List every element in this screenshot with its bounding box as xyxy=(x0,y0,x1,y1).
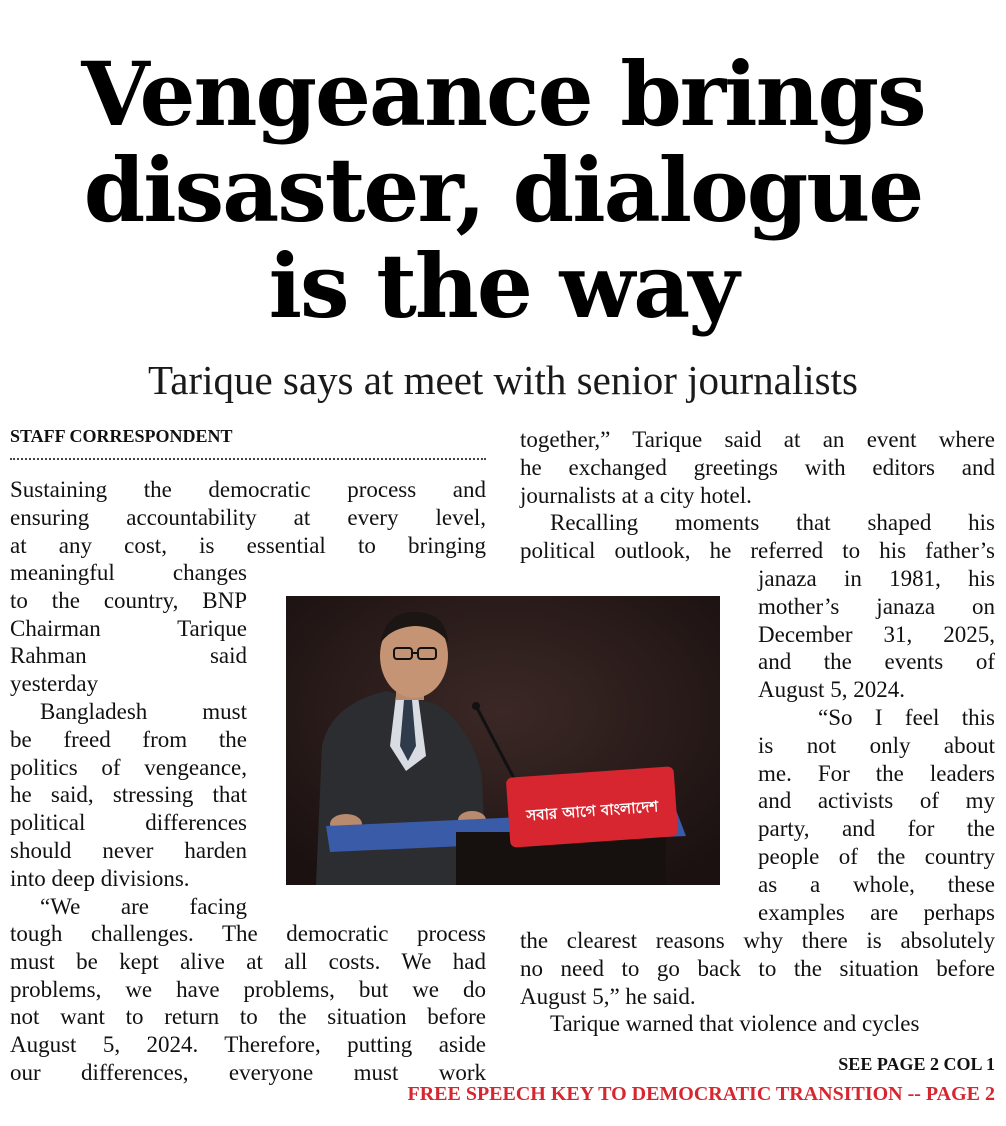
banner-text: সবার আগে বাংলাদেশ xyxy=(525,797,659,825)
subheadline: Tarique says at meet with senior journalists xyxy=(148,357,858,403)
text-line: our differences, everyone must work xyxy=(10,1059,486,1085)
text-line: August 5,” he said. xyxy=(520,983,696,1009)
headline xyxy=(0,42,1006,338)
right-column-top xyxy=(520,426,995,565)
banner-logo xyxy=(506,766,678,848)
left-column-bottom xyxy=(10,920,486,1087)
text-line: ensuring accountability at every level, xyxy=(10,504,486,530)
text-line: tough challenges. The democratic process xyxy=(10,921,486,946)
right-column-wrap xyxy=(758,565,995,926)
headline-line-3: is the way xyxy=(268,234,738,338)
text-line: he said, stressing that xyxy=(10,782,247,808)
text-line: December 31, 2025, xyxy=(758,621,995,647)
text-line: Rahman said xyxy=(10,643,247,669)
text-line: “We are facing xyxy=(40,893,247,919)
text-line: political differences xyxy=(10,810,247,836)
text-line: no need to go back to the situation before xyxy=(520,955,995,981)
text-line: problems, we have problems, but we do xyxy=(10,976,486,1002)
text-line: Bangladesh must xyxy=(40,698,247,724)
headline-line-1: Vengeance brings xyxy=(81,42,925,146)
text-line: janaza in 1981, his xyxy=(758,566,995,591)
text-line: into deep divisions. xyxy=(10,865,190,891)
text-line: he exchanged greetings with editors and xyxy=(520,454,995,480)
text-line: together,” Tarique said at an event where xyxy=(520,427,995,452)
text-line: Chairman Tarique xyxy=(10,615,247,641)
news-photo xyxy=(286,596,720,885)
text-line: the clearest reasons why there is absolutely xyxy=(520,928,995,953)
text-line: to the country, BNP xyxy=(10,587,247,613)
text-line: and the events of xyxy=(758,649,995,675)
text-line: as a whole, these xyxy=(758,871,995,897)
teaser-link[interactable]: FREE SPEECH KEY TO DEMOCRATIC TRANSITION -- PAGE 2 xyxy=(407,1083,995,1105)
text-line: Sustaining the democratic process and xyxy=(10,477,486,502)
text-line: must be kept alive at all costs. We had xyxy=(10,948,486,974)
left-column-wrap xyxy=(10,559,247,920)
text-line: party, and for the xyxy=(758,816,995,842)
text-line: and activists of my xyxy=(758,788,995,814)
text-line: at any cost, is essential to bringing xyxy=(10,532,486,558)
text-line: examples are perhaps xyxy=(758,899,995,925)
text-line: be freed from the xyxy=(10,726,247,752)
text-line: journalists at a city hotel. xyxy=(520,482,752,508)
text-line: Recalling moments that shaped his xyxy=(550,510,995,536)
text-line: Tarique warned that violence and cycles xyxy=(550,1011,920,1037)
text-line: political outlook, he referred to his father’s xyxy=(520,538,995,564)
right-column-bottom xyxy=(520,927,995,1038)
text-line: me. For the leaders xyxy=(758,760,995,786)
continuation-note: SEE PAGE 2 COL 1 xyxy=(838,1054,995,1074)
text-line: mother’s janaza on xyxy=(758,593,995,619)
text-line: yesterday xyxy=(10,671,99,697)
text-line: meaningful changes xyxy=(10,560,247,585)
speaker-at-podium-illustration xyxy=(286,596,720,885)
byline: STAFF CORRESPONDENT xyxy=(10,424,486,460)
text-line: “So I feel this xyxy=(818,704,995,730)
text-line: people of the country xyxy=(758,843,995,869)
text-line: August 5, 2024. xyxy=(758,677,905,703)
text-line: politics of vengeance, xyxy=(10,754,247,780)
headline-line-2: disaster, dialogue xyxy=(83,138,923,242)
left-column-top xyxy=(10,476,486,559)
text-line: not want to return to the situation before xyxy=(10,1004,486,1030)
text-line: August 5, 2024. Therefore, putting aside xyxy=(10,1032,486,1058)
text-line: is not only about xyxy=(758,732,995,758)
text-line: should never harden xyxy=(10,837,247,863)
